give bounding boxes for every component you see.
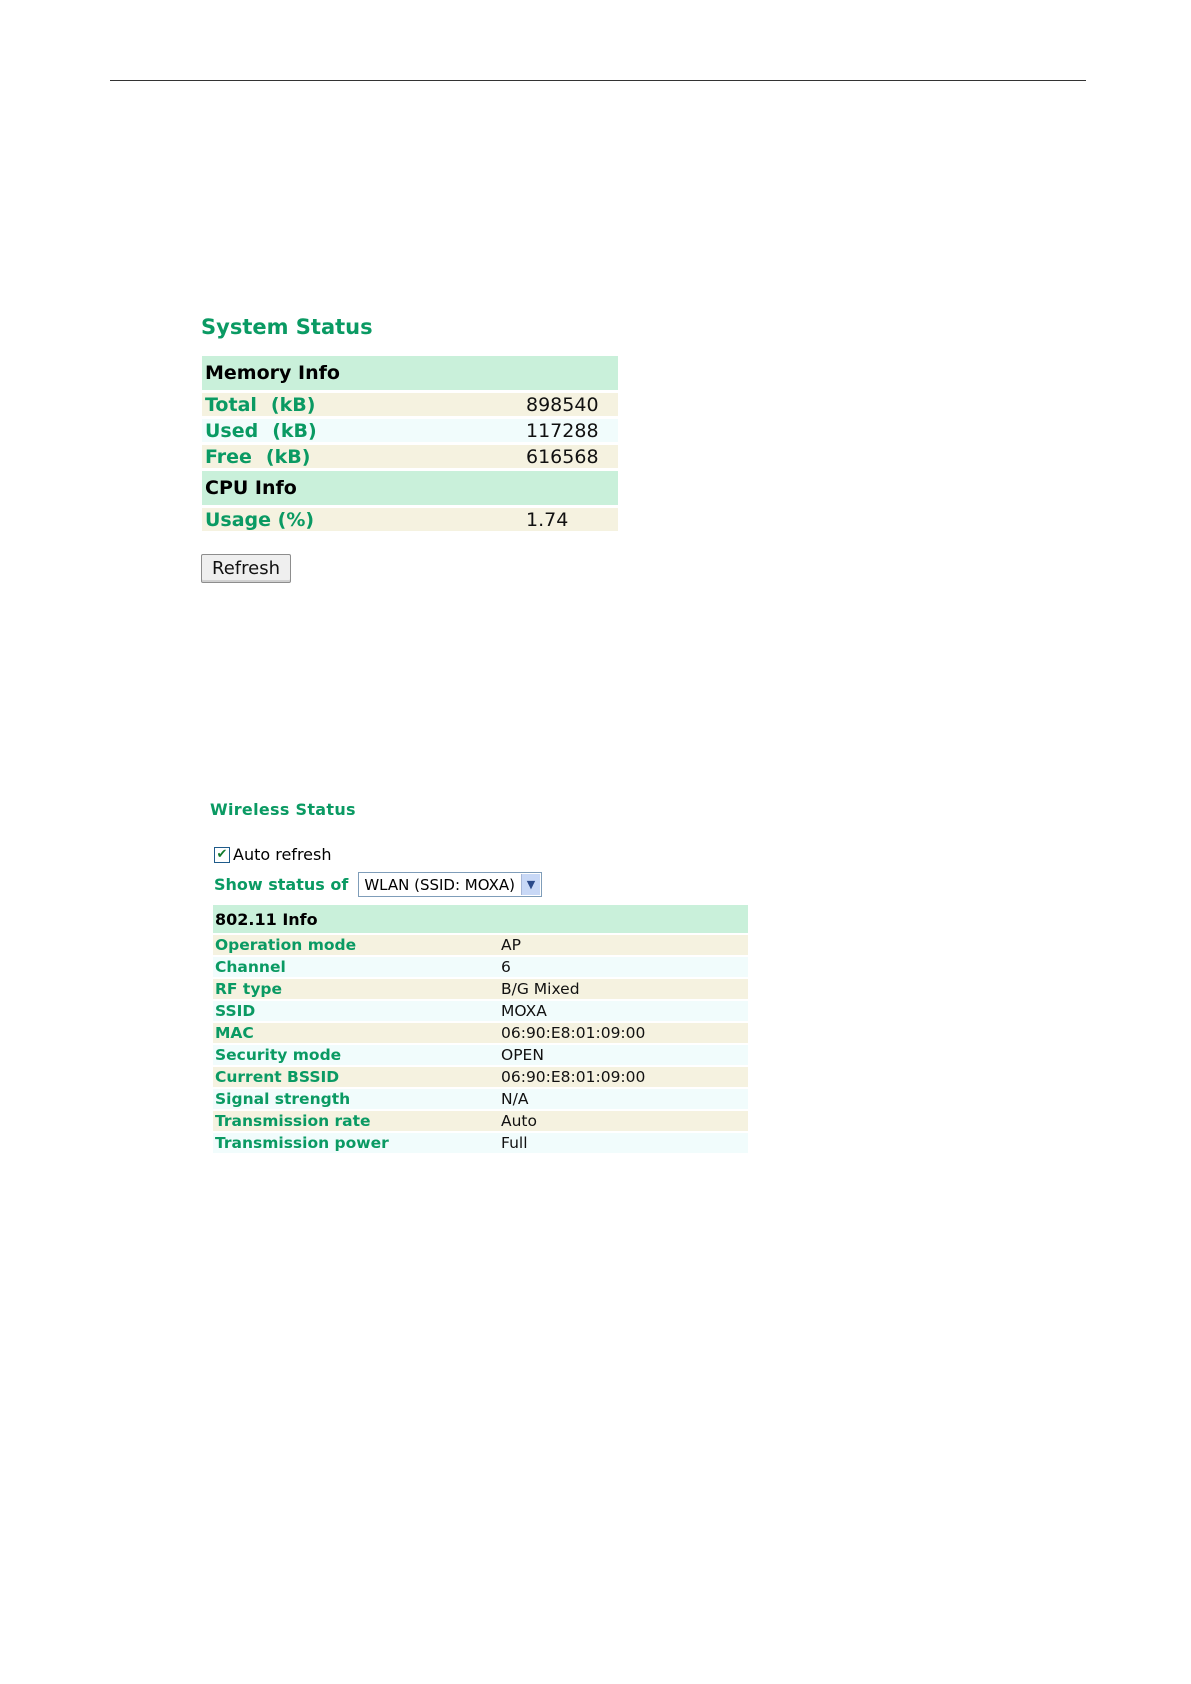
- wireless-info-table: [213, 903, 748, 1155]
- system-status-panel: [200, 315, 620, 583]
- table-row: [213, 1133, 748, 1153]
- memory-free-row: [202, 445, 618, 468]
- security-mode-value: OPEN: [497, 1045, 748, 1065]
- show-status-select[interactable]: [358, 872, 542, 897]
- wireless-status-title: Wireless Status: [210, 800, 356, 819]
- memory-info-header: Memory Info: [202, 356, 618, 390]
- checkmark-icon: ✔: [216, 847, 228, 862]
- channel-label: Channel: [213, 957, 497, 977]
- mac-value: 06:90:E8:01:09:00: [497, 1023, 748, 1043]
- memory-used-row: [202, 419, 618, 442]
- table-row: [213, 1111, 748, 1131]
- signal-strength-value: N/A: [497, 1089, 748, 1109]
- show-status-label: Show status of: [214, 875, 349, 894]
- memory-total-unit: (kB): [270, 393, 316, 416]
- transmission-power-value: Full: [497, 1133, 748, 1153]
- cpu-usage-row: [202, 508, 618, 531]
- memory-used-value: 117288: [523, 419, 618, 442]
- operation-mode-value: AP: [497, 935, 748, 955]
- system-status-title: System Status: [201, 315, 373, 339]
- transmission-rate-value: Auto: [497, 1111, 748, 1131]
- security-mode-label: Security mode: [213, 1045, 497, 1065]
- refresh-button[interactable]: Refresh: [201, 554, 291, 583]
- memory-used-unit: (kB): [272, 419, 317, 442]
- table-row: [213, 979, 748, 999]
- table-row: [213, 1001, 748, 1021]
- show-status-row: [214, 872, 750, 897]
- show-status-selected: WLAN (SSID: MOXA): [364, 875, 515, 894]
- table-row: [213, 1023, 748, 1043]
- chevron-down-icon[interactable]: ▼: [521, 874, 540, 895]
- auto-refresh-control[interactable]: [214, 845, 750, 864]
- memory-free-label: Free: [205, 445, 252, 468]
- mac-label: MAC: [213, 1023, 497, 1043]
- channel-value: 6: [497, 957, 748, 977]
- table-row: [213, 1067, 748, 1087]
- info-80211-header: 802.11 Info: [213, 905, 748, 933]
- memory-free-unit: (kB): [265, 445, 311, 468]
- system-status-table: [202, 353, 618, 534]
- rf-type-label: RF type: [213, 979, 497, 999]
- header-rule: [110, 80, 1086, 81]
- current-bssid-value: 06:90:E8:01:09:00: [497, 1067, 748, 1087]
- auto-refresh-label: Auto refresh: [233, 845, 332, 864]
- wireless-status-panel: [210, 800, 750, 1155]
- cpu-usage-value: 1.74: [523, 508, 618, 531]
- memory-total-label: Total: [205, 393, 257, 416]
- memory-total-row: [202, 393, 618, 416]
- operation-mode-label: Operation mode: [213, 935, 497, 955]
- table-row: [213, 1089, 748, 1109]
- table-row: [213, 1045, 748, 1065]
- memory-total-value: 898540: [523, 393, 618, 416]
- transmission-rate-label: Transmission rate: [213, 1111, 497, 1131]
- ssid-label: SSID: [213, 1001, 497, 1021]
- table-row: [213, 957, 748, 977]
- signal-strength-label: Signal strength: [213, 1089, 497, 1109]
- rf-type-value: B/G Mixed: [497, 979, 748, 999]
- table-row: [213, 935, 748, 955]
- memory-free-value: 616568: [523, 445, 618, 468]
- cpu-usage-label: Usage (%): [202, 508, 523, 531]
- transmission-power-label: Transmission power: [213, 1133, 497, 1153]
- current-bssid-label: Current BSSID: [213, 1067, 497, 1087]
- ssid-value: MOXA: [497, 1001, 748, 1021]
- auto-refresh-checkbox[interactable]: [214, 847, 230, 863]
- memory-used-label: Used: [205, 419, 259, 442]
- cpu-info-header: CPU Info: [202, 471, 618, 505]
